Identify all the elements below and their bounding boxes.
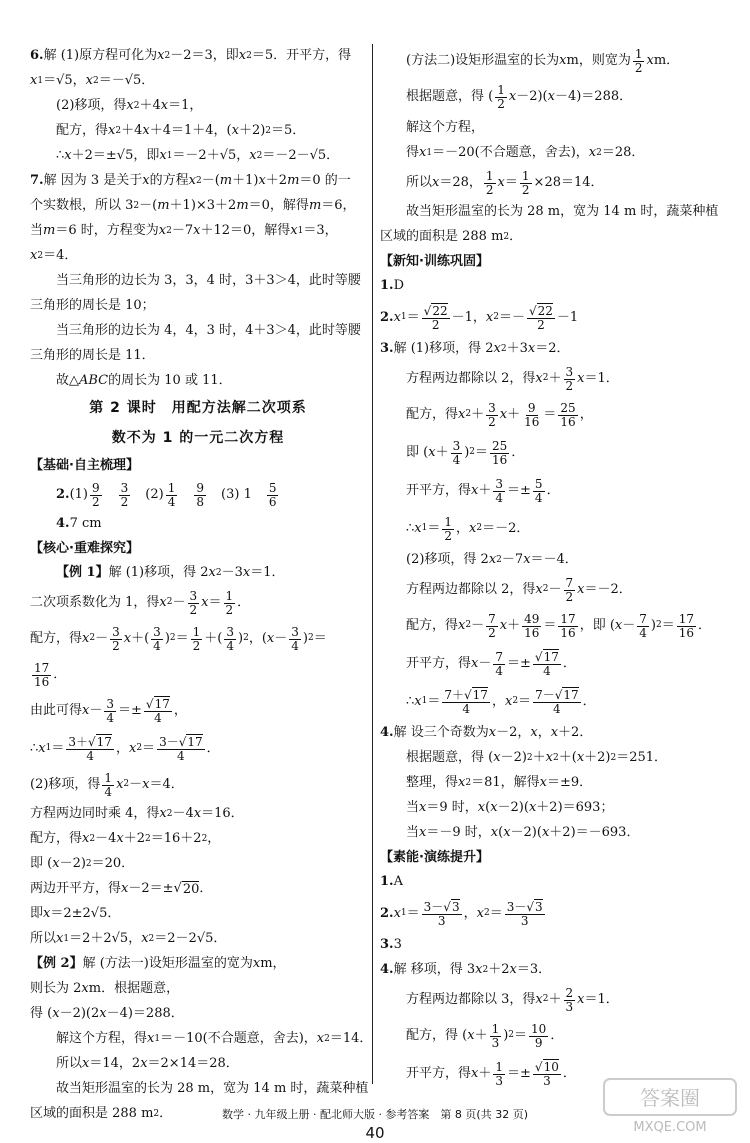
- answer-line-c17: 解这个方程，得 x 1 ＝－10(不合题意，舍去)， x 2 ＝14．: [56, 1031, 373, 1047]
- answer-line-a1: 1. A: [380, 874, 403, 890]
- answer-line-c8: 方程两边同时乘 4，得 x 2 －4 x ＝16．: [30, 806, 244, 822]
- answer-line-c18: 所以 x ＝14，2 x ＝2×14＝28．: [56, 1056, 239, 1072]
- answer-line-c20: 区域的面积是 288 m 2 ．: [30, 1106, 173, 1122]
- answer-line-n8: ∴ x 1 ＝ $\frac{1}{2}$ ， x 2 ＝－2．: [406, 514, 530, 543]
- answer-line-c11: 两边开平方，得 x －2＝±√ 20 ．: [30, 881, 213, 897]
- answer-line-n11: 配方，得 x 2 － $\frac{7}{2}$ x ＋ $\frac{49}{16}$ ＝ $\frac{17}{16}$ ，即 ( x － $\frac{7}{4}$ ) 2 ＝ $\frac{17}{16}$ ．: [406, 611, 712, 640]
- answer-line-l9: x 2 ＝4．: [30, 248, 78, 264]
- right-column: [380, 44, 724, 1093]
- answer-line-n3: 3. 解 (1)移项，得 2 x 2 ＋3 x ＝2．: [380, 341, 570, 357]
- new-answers: [380, 274, 724, 846]
- answer-line-n9: (2)移项，得 2 x 2 －7 x ＝－4．: [406, 552, 578, 568]
- answer-line-n17: 当 x ＝9 时， x ( x －2)( x ＋2)＝693；: [406, 800, 614, 816]
- page-footer: 数学 · 九年级上册 · 配北师大版 · 参考答案 第 8 页(共 32 页): [221, 1108, 529, 1121]
- answer-line-n7: 开平方，得 x ＋ $\frac{3}{4}$ ＝± $\frac{5}{4}$ ．: [406, 476, 560, 505]
- answer-line-c4: $\frac{17}{16}$ ．: [34, 660, 67, 689]
- answer-line-r4: 得 x 1 ＝－20(不合题意，舍去)， x 2 ＝28．: [406, 145, 645, 161]
- answer-line-c2: 二次项系数化为 1，得 x 2 － $\frac{3}{2}$ x ＝ $\frac{1}{2}$ ．: [30, 588, 251, 617]
- watermark-line2: MXQE.COM: [633, 1120, 707, 1135]
- answer-line-n10: 方程两边都除以 2，得 x 2 － $\frac{7}{2}$ x ＝－2．: [406, 575, 632, 604]
- answer-line-n16: 整理，得 x 2 ＝81，解得 x ＝±9．: [406, 775, 593, 791]
- lesson-title-line1: 第 2 课时 用配方法解二次项系: [89, 400, 307, 417]
- answer-line-l3: (2)移项，得 x 2 ＋4 x ＝1，: [56, 98, 203, 114]
- answer-line-c6: ∴ x 1 ＝ $\frac{3+√17}{4}$ ， x 2 ＝ $\frac{3-√17}{4}$ ．: [30, 734, 220, 763]
- answer-line-a3: 3. 3: [380, 937, 402, 953]
- basic-answers: [30, 478, 366, 537]
- section-basic-heading: 【基础·自主梳理】: [30, 457, 139, 473]
- page-number: 40: [365, 1124, 385, 1142]
- left-column: [30, 44, 373, 1127]
- answer-line-c7: (2)移项，得 $\frac{1}{4}$ x 2 － x ＝4．: [30, 770, 184, 799]
- answer-line-c19: 故当矩形温室的长为 28 m，宽为 14 m 时，蔬菜种植: [56, 1081, 369, 1097]
- answer-line-l12: 当三角形的边长为 4，4，3 时，4＋3＞4，此时等腰: [56, 323, 361, 339]
- answer-line-b1: 2. (1) $\frac{9}{2}$ $\frac{3}{2}$ (2) $\frac{1}{4}$ $\frac{9}{8}$ (3) 1 $\frac{5}{6}$: [56, 480, 277, 509]
- answer-line-n13: ∴ x 1 ＝ $\frac{7+√17}{4}$ ， x 2 ＝ $\frac{7-√17}{4}$ ．: [406, 687, 596, 716]
- answer-line-n15: 根据题意，得 ( x －2) 2 ＋ x 2 ＋( x ＋2) 2 ＝251．: [406, 750, 668, 766]
- answer-line-n12: 开平方，得 x － $\frac{7}{4}$ ＝± $\frac{√17}{4}$ ．: [406, 649, 576, 678]
- answer-line-n18: 当 x ＝－9 时， x ( x －2)( x ＋2)＝－693．: [406, 825, 640, 841]
- answer-line-b2: 4. 7 cm: [56, 516, 102, 532]
- right-continued-answers: [380, 44, 724, 250]
- answer-line-a5: 方程两边都除以 3，得 x 2 ＋ $\frac{2}{3}$ x ＝1．: [406, 985, 619, 1014]
- column-divider: [372, 44, 373, 1084]
- answer-line-n1: 1. D: [380, 278, 405, 294]
- section-core-heading: 【核心·重难探究】: [30, 540, 139, 556]
- answer-line-c10: 即 ( x －2) 2 ＝20．: [30, 856, 135, 872]
- answer-line-n4: 方程两边都除以 2，得 x 2 ＋ $\frac{3}{2}$ x ＝1．: [406, 364, 619, 393]
- answer-line-l4: 配方，得 x 2 ＋4 x ＋4＝1＋4，( x ＋2) 2 ＝5．: [56, 123, 306, 139]
- answer-line-r5: 所以 x ＝28， $\frac{1}{2}$ x ＝ $\frac{1}{2}$ ×28＝14．: [406, 168, 604, 197]
- answer-line-r2: 根据题意，得 ( $\frac{1}{2}$ x －2)( x －4)＝288．: [406, 82, 633, 111]
- answer-line-c3: 配方，得 x 2 － $\frac{3}{2}$ x ＋( $\frac{3}{4}$ ) 2 ＝ $\frac{1}{2}$ ＋( $\frac{3}{4}$ ) 2 ，( x － $\frac{3}{4}$ ) 2 ＝: [30, 624, 327, 653]
- answer-line-c1: 【例 1】 解 (1)移项，得 2 x 2 －3 x ＝1．: [56, 565, 285, 581]
- answer-line-l14: 故△ ABC 的周长为 10 或 11．: [56, 373, 232, 389]
- answer-line-r1: (方法二)设矩形温室的长为 x m，则宽为 $\frac{1}{2}$ x m．: [406, 46, 680, 75]
- lesson-title-line2: 数不为 1 的一元二次方程: [111, 430, 285, 447]
- answer-line-l7: 个实数根，所以 3 2 －( m ＋1)×3＋2 m ＝0，解得 m ＝6，: [30, 198, 356, 214]
- ability-answers: [380, 870, 724, 1093]
- answer-line-l13: 三角形的周长是 11．: [30, 348, 155, 364]
- answer-line-a2: 2. x 1 ＝ $\frac{3-√3}{3}$ ， x 2 ＝ $\frac{3-√3}{3}$: [380, 899, 543, 928]
- answer-line-n2: 2. x 1 ＝ $\frac{√22}{2}$ －1， x 2 ＝－ $\frac{√22}{2}$ －1: [380, 303, 579, 332]
- watermark-logo: [600, 1075, 740, 1137]
- answer-line-c9: 配方，得 x 2 －4 x ＋2 2 ＝16＋2 2 ，: [30, 831, 221, 847]
- answer-line-l2: x 1 ＝√5， x 2 ＝－√5．: [30, 73, 155, 89]
- answer-line-c15: 则长为 2 x m．根据题意，: [30, 981, 180, 997]
- answer-line-r3: 解这个方程，: [406, 120, 485, 136]
- answer-line-l10: 当三角形的边长为 3，3，4 时，3＋3＞4，此时等腰: [56, 273, 361, 289]
- answer-line-n6: 即 ( x ＋ $\frac{3}{4}$ ) 2 ＝ $\frac{25}{16}$ ．: [406, 438, 525, 467]
- answer-line-c14: 【例 2】 解 (方法一)设矩形温室的宽为 x m，: [30, 956, 286, 972]
- section-ability-heading: 【素能·演练提升】: [380, 849, 489, 865]
- answer-line-l6: 7. 解 因为 3 是关于 x 的方程 x 2 －( m ＋1) x ＋2 m ＝0 的一: [30, 173, 351, 189]
- answer-line-a6: 配方，得 ( x ＋ $\frac{1}{3}$ ) 2 ＝ $\frac{10}{9}$ ．: [406, 1021, 564, 1050]
- answer-line-c5: 由此可得 x － $\frac{3}{4}$ ＝± $\frac{√17}{4}$ ，: [30, 696, 187, 725]
- answer-line-c13: 所以 x 1 ＝2＋2√5， x 2 ＝2－2√5．: [30, 931, 227, 947]
- answer-line-n14: 4. 解 设三个奇数为 x －2， x ， x ＋2．: [380, 725, 593, 741]
- section-new-heading: 【新知·训练巩固】: [380, 253, 489, 269]
- answer-line-r6: 故当矩形温室的长为 28 m，宽为 14 m 时，蔬菜种植: [406, 204, 719, 220]
- watermark-line1: 答案圈: [640, 1086, 700, 1110]
- answer-line-a7: 开平方，得 x ＋ $\frac{1}{3}$ ＝± $\frac{√10}{3}$ ．: [406, 1059, 576, 1088]
- answer-line-l1: 6. 解 (1)原方程可化为 x 2 －2＝3，即 x 2 ＝5．开平方，得: [30, 48, 352, 64]
- answer-line-l8: 当 m ＝6 时，方程变为 x 2 －7 x ＋12＝0，解得 x 1 ＝3，: [30, 223, 338, 239]
- left-answers: [30, 44, 366, 394]
- answer-line-r7: 区域的面积是 288 m 2 ．: [380, 229, 523, 245]
- answer-line-n5: 配方，得 x 2 ＋ $\frac{3}{2}$ x ＋ $\frac{9}{16}$ ＝ $\frac{25}{16}$ ，: [406, 400, 593, 429]
- answer-line-a4: 4. 解 移项，得 3 x 2 ＋2 x ＝3．: [380, 962, 552, 978]
- answer-line-l5: ∴ x ＋2＝±√5，即 x 1 ＝－2＋√5， x 2 ＝－2－√5．: [56, 148, 340, 164]
- answer-line-c12: 即 x ＝2±2√5．: [30, 906, 121, 922]
- answer-line-c16: 得 ( x －2)(2 x －4)＝288．: [30, 1006, 184, 1022]
- answer-line-l11: 三角形的周长是 10；: [30, 298, 155, 314]
- core-answers: [30, 561, 373, 1127]
